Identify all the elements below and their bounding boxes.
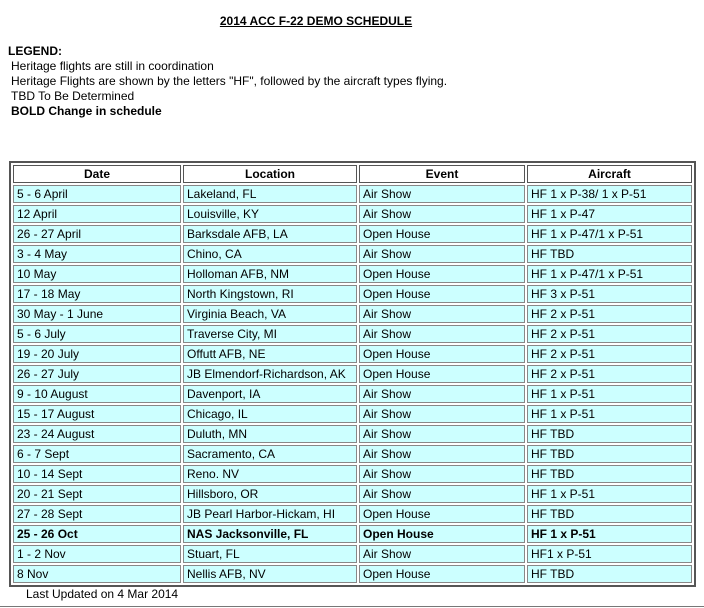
cell-event: Open House xyxy=(359,365,525,383)
cell-location: Duluth, MN xyxy=(183,425,357,443)
table-row xyxy=(13,525,692,543)
cell-location: Davenport, IA xyxy=(183,385,357,403)
cell-aircraft: HF 2 x P-51 xyxy=(527,325,692,343)
cell-date: 26 - 27 April xyxy=(13,225,181,243)
cell-event: Air Show xyxy=(359,245,525,263)
cell-date: 23 - 24 August xyxy=(13,425,181,443)
cell-date: 30 May - 1 June xyxy=(13,305,181,323)
cell-date: 17 - 18 May xyxy=(13,285,181,303)
cell-location: Holloman AFB, NM xyxy=(183,265,357,283)
table-row xyxy=(13,205,692,223)
cell-event: Air Show xyxy=(359,305,525,323)
table-row xyxy=(13,565,692,583)
cell-event: Air Show xyxy=(359,325,525,343)
table-row xyxy=(13,485,692,503)
cell-aircraft: HF 1 x P-51 xyxy=(527,485,692,503)
table-row xyxy=(13,425,692,443)
table-row xyxy=(13,285,692,303)
cell-event: Open House xyxy=(359,345,525,363)
cell-location: Nellis AFB, NV xyxy=(183,565,357,583)
cell-date: 10 May xyxy=(13,265,181,283)
header-date: Date xyxy=(13,165,181,183)
cell-event: Air Show xyxy=(359,205,525,223)
table-row xyxy=(13,305,692,323)
table-row xyxy=(13,345,692,363)
cell-location: Barksdale AFB, LA xyxy=(183,225,357,243)
schedule-table-frame xyxy=(9,161,696,587)
cell-location: Stuart, FL xyxy=(183,545,357,563)
cell-aircraft: HF TBD xyxy=(527,245,692,263)
cell-date: 10 - 14 Sept xyxy=(13,465,181,483)
cell-aircraft: HF TBD xyxy=(527,445,692,463)
cell-date: 15 - 17 August xyxy=(13,405,181,423)
legend-heading: LEGEND: xyxy=(8,44,62,58)
cell-date: 1 - 2 Nov xyxy=(13,545,181,563)
cell-aircraft: HF 1 x P-47/1 x P-51 xyxy=(527,225,692,243)
table-row xyxy=(13,505,692,523)
cell-aircraft: HF 2 x P-51 xyxy=(527,345,692,363)
bottom-divider xyxy=(0,606,704,607)
cell-aircraft: HF 3 x P-51 xyxy=(527,285,692,303)
cell-location: Sacramento, CA xyxy=(183,445,357,463)
cell-event: Open House xyxy=(359,285,525,303)
cell-aircraft: HF TBD xyxy=(527,465,692,483)
cell-event: Open House xyxy=(359,265,525,283)
cell-location: Lakeland, FL xyxy=(183,185,357,203)
legend-line: Heritage Flights are shown by the letters "HF", followed by the aircraft types flying. xyxy=(11,74,448,88)
cell-event: Open House xyxy=(359,525,525,543)
table-row xyxy=(13,365,692,383)
legend-line: Heritage flights are still in coordination xyxy=(11,59,214,73)
cell-location: Chino, CA xyxy=(183,245,357,263)
table-row xyxy=(13,465,692,483)
cell-date: 5 - 6 April xyxy=(13,185,181,203)
cell-date: 5 - 6 July xyxy=(13,325,181,343)
cell-aircraft: HF 1 x P-38/ 1 x P-51 xyxy=(527,185,692,203)
table-header-row xyxy=(13,165,692,183)
cell-location: Reno. NV xyxy=(183,465,357,483)
last-updated: Last Updated on 4 Mar 2014 xyxy=(26,587,179,601)
table-row xyxy=(13,445,692,463)
cell-date: 26 - 27 July xyxy=(13,365,181,383)
cell-location: Chicago, IL xyxy=(183,405,357,423)
cell-aircraft: HF1 x P-51 xyxy=(527,545,692,563)
cell-location: Hillsboro, OR xyxy=(183,485,357,503)
header-event: Event xyxy=(359,165,525,183)
table-row xyxy=(13,545,692,563)
cell-event: Air Show xyxy=(359,385,525,403)
cell-aircraft: HF 1 x P-51 xyxy=(527,525,692,543)
table-row xyxy=(13,185,692,203)
cell-date: 8 Nov xyxy=(13,565,181,583)
cell-aircraft: HF 2 x P-51 xyxy=(527,365,692,383)
cell-aircraft: HF 1 x P-51 xyxy=(527,385,692,403)
cell-aircraft: HF 1 x P-47/1 x P-51 xyxy=(527,265,692,283)
legend-bold-line: BOLD Change in schedule xyxy=(11,104,162,118)
legend xyxy=(8,44,447,119)
table-row xyxy=(13,325,692,343)
table-row xyxy=(13,385,692,403)
legend-line: TBD To Be Determined xyxy=(11,89,135,103)
cell-event: Open House xyxy=(359,565,525,583)
schedule-table xyxy=(11,163,694,585)
cell-event: Air Show xyxy=(359,185,525,203)
cell-event: Air Show xyxy=(359,485,525,503)
cell-date: 3 - 4 May xyxy=(13,245,181,263)
cell-date: 20 - 21 Sept xyxy=(13,485,181,503)
table-row xyxy=(13,405,692,423)
cell-location: JB Pearl Harbor-Hickam, HI xyxy=(183,505,357,523)
cell-location: Louisville, KY xyxy=(183,205,357,223)
cell-date: 6 - 7 Sept xyxy=(13,445,181,463)
cell-aircraft: HF TBD xyxy=(527,425,692,443)
table-row xyxy=(13,225,692,243)
cell-aircraft: HF 2 x P-51 xyxy=(527,305,692,323)
cell-aircraft: HF 1 x P-47 xyxy=(527,205,692,223)
cell-location: NAS Jacksonville, FL xyxy=(183,525,357,543)
cell-event: Air Show xyxy=(359,405,525,423)
cell-event: Open House xyxy=(359,225,525,243)
cell-location: JB Elmendorf-Richardson, AK xyxy=(183,365,357,383)
cell-location: Traverse City, MI xyxy=(183,325,357,343)
cell-date: 12 April xyxy=(13,205,181,223)
cell-event: Air Show xyxy=(359,545,525,563)
cell-event: Air Show xyxy=(359,465,525,483)
header-location: Location xyxy=(183,165,357,183)
cell-event: Air Show xyxy=(359,445,525,463)
header-aircraft: Aircraft xyxy=(527,165,692,183)
cell-aircraft: HF TBD xyxy=(527,505,692,523)
table-row xyxy=(13,245,692,263)
cell-location: Virginia Beach, VA xyxy=(183,305,357,323)
cell-aircraft: HF TBD xyxy=(527,565,692,583)
schedule-body xyxy=(13,185,692,583)
cell-event: Open House xyxy=(359,505,525,523)
page-title: 2014 ACC F-22 DEMO SCHEDULE xyxy=(219,14,413,28)
cell-event: Air Show xyxy=(359,425,525,443)
cell-location: North Kingstown, RI xyxy=(183,285,357,303)
cell-date: 25 - 26 Oct xyxy=(13,525,181,543)
cell-date: 9 - 10 August xyxy=(13,385,181,403)
cell-date: 19 - 20 July xyxy=(13,345,181,363)
table-row xyxy=(13,265,692,283)
cell-aircraft: HF 1 x P-51 xyxy=(527,405,692,423)
cell-location: Offutt AFB, NE xyxy=(183,345,357,363)
cell-date: 27 - 28 Sept xyxy=(13,505,181,523)
